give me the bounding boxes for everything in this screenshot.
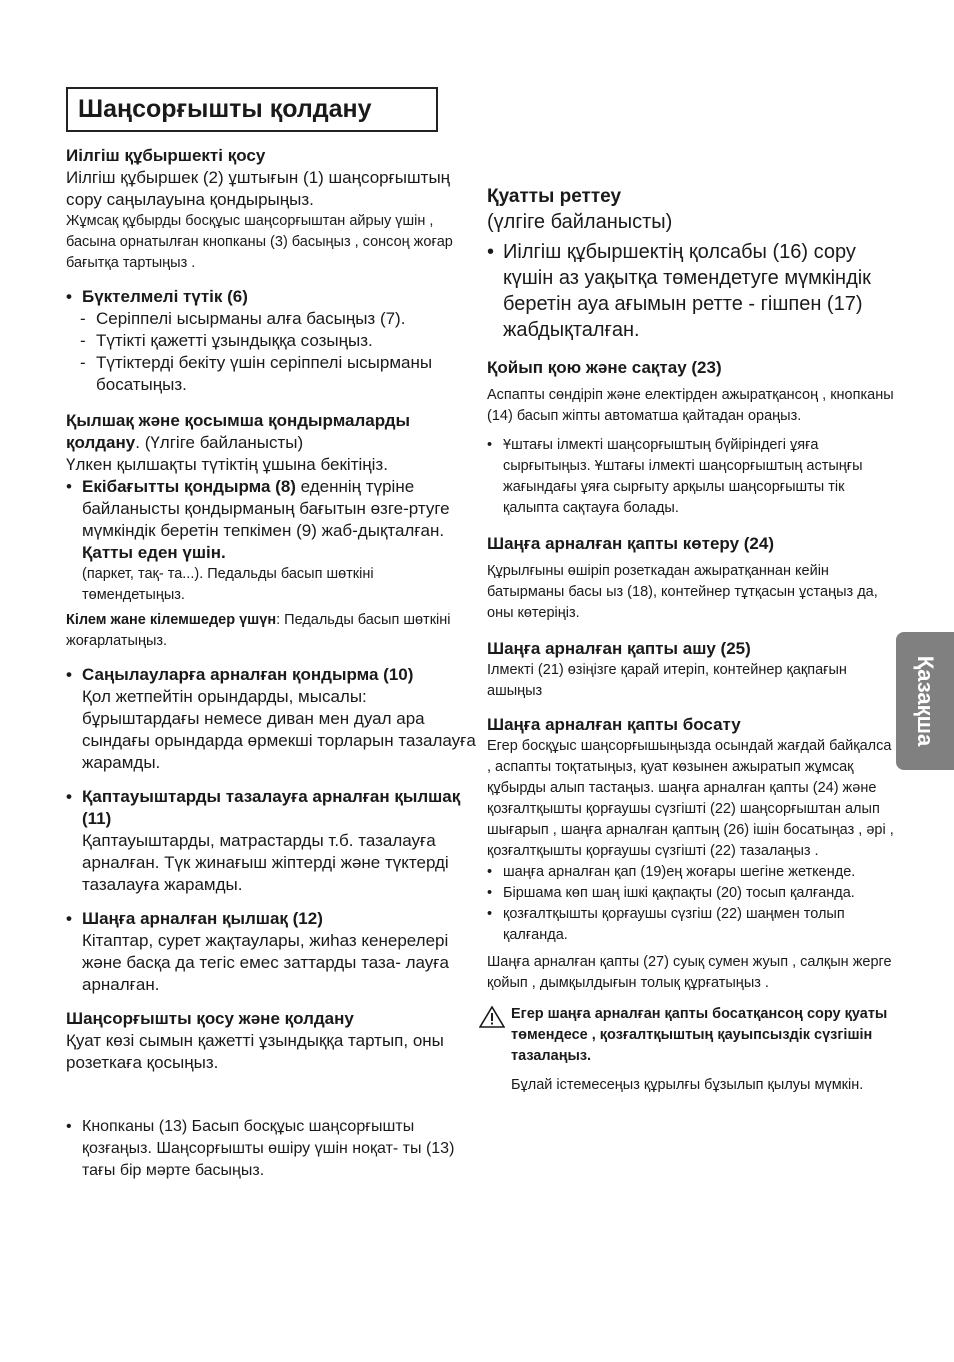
paragraph: Аспапты сөндіріп және електірден ажыратқансоң , кнопканы (14) басып жіпты автоматша қайтадан ораңыз. — [487, 387, 894, 424]
section-hose-connect — [66, 145, 476, 274]
section-heading: • Қаптауыштарды тазалауға арналған қылшақ (11) — [66, 786, 476, 830]
item-heading: Екібағытты қондырма (8) — [82, 477, 296, 496]
item-bold: Қатты еден үшін. — [82, 543, 226, 562]
paragraph: Кітаптар, сурет жақтаулары, жиһаз кенерелері және басқа да тегіс емес заттарды таза- лауға арналған. — [82, 931, 449, 994]
section-heading: • Саңылауларға арналған қондырма (10) — [66, 664, 476, 686]
item-text: еденнің түріне байланысты қондырманың бағытын өзге-ртуге мүмкіндік беретін тепкімен (9) жаб-дықталған. — [82, 477, 450, 540]
left-column — [66, 145, 476, 1182]
paragraph: Қуат көзі сымын қажетті ұзындыққа тартып, оны розеткаға қосыңыз. — [66, 1031, 444, 1072]
section-heading: Шаңға арналған қапты босату — [487, 715, 741, 734]
paragraph: Қаптауыштарды, матрастарды т.б. тазалауға арналған. Түк жинағыш жіптерді және түктерді тазалауға жарамды. — [82, 831, 449, 894]
language-tab-label: Қазақша — [913, 655, 938, 747]
list-item: • Кнопканы (13) Басып босқұыс шаңсорғышты қозғаңыз. Шаңсорғышты өшіру үшін ноқат- ты (13) тағы бір мәрте басыңыз. — [66, 1116, 476, 1182]
section-heading: Шаңға арналған қапты көтеру (24) — [487, 534, 774, 553]
section-storage — [487, 357, 897, 519]
item-text: : Педальды басып шөткіні жоғарлатыңыз. — [66, 612, 451, 649]
section-upholstery-brush — [66, 786, 476, 896]
language-tab — [896, 632, 954, 770]
section-empty-bag — [487, 714, 897, 994]
section-heading: Шаңға арналған қапты ашу (25) — [487, 639, 751, 658]
section-subheading: (үлгіге байланысты) — [487, 211, 673, 233]
paragraph: Шаңға арналған қапты (27) суық сумен жуып , салқын жерге қойып , дымқылдығын толық құрғатыңыз . — [487, 954, 892, 991]
section-dust-brush — [66, 908, 476, 996]
paragraph: Бұлай істемесеңыз құрылғы бұзылып қылуы мүмкін. — [511, 1077, 864, 1093]
list-item: • Иілгіш құбыршектің қолсабы (16) сору күшін аз уақытқа төмендетуге мүмкіндік беретін ауа ағымын ретте - гішпен (17) жабдықталған. — [487, 239, 897, 343]
list-item — [66, 476, 476, 564]
list-item: - Серіппелі ысырманы алға басыңыз (7). — [66, 308, 476, 330]
list-item: • Ұштағы ілмекті шаңсорғыштың бүйіріндегі ұяға сырғытыңыз. Ұштағы ілмекті шаңсорғыштың астыңғы жағындағы ұяға сырғыту арқылы шаңсорғышты тік қалыпта сақтауға болады. — [487, 435, 897, 519]
section-telescopic-tube — [66, 286, 476, 396]
paragraph: Иілгіш құбыршек (2) ұштығын (1) шаңсорғыштың сору саңылауына қондырыңыз. — [66, 168, 451, 209]
list-item: - Түтіктерді бекіту үшін серіппелі ысырманы босатыңыз. — [66, 352, 476, 396]
section-heading: Қойып қою және сақтау (23) — [487, 358, 722, 377]
page-title: Шаңсорғышты қолдану — [66, 87, 438, 132]
paragraph: Құрылғыны өшіріп розеткадан ажыратқаннан кейін батырманы басы ыз (18), контейнер тұтқасын ұстаңыз да, оны көтеріңіз. — [487, 563, 878, 621]
section-heading: Шаңсорғышты қосу және қолдану — [66, 1009, 354, 1028]
warning-text: Егер шаңға арналған қапты босатқансоң сору қуаты төмендесе , қозғалтқыштың қауыпсыздік сүзгішін тазалаңыз. — [511, 1006, 888, 1064]
paragraph — [66, 610, 476, 652]
section-heading: Иілгіш құбыршекті қосу — [66, 146, 266, 165]
paragraph: Егер босқұыс шаңсорғышыңызда осындай жағдай байқалса , аспапты тоқтатыңыз, қуат көзынен ажыратып жұмсақ құбырды алып тастаңыз. шаңға арналған қапты (24) және қозғалтқышты қорғаушы сүзгішті (22) шаңсорғыштан алып шығарып , шаңға арналған қаптың (26) ішін босатыңаз , әрі , қозғалтқышты қорғаушы сүзгішті (22) тазалаңыз . — [487, 738, 894, 859]
section-power-button — [66, 1116, 476, 1182]
section-open-bag — [487, 638, 897, 702]
paragraph: Ілмекті (21) өзіңізге қарай итеріп, контейнер қақпағын ашыңыз — [487, 662, 847, 699]
heading-note: . (Үлгіге байланысты) — [135, 433, 304, 452]
warning-icon — [479, 1006, 505, 1028]
warning-note — [487, 1004, 897, 1096]
list-item: • шаңға арналған қап (19)ең жоғары шегіне жеткенде. — [487, 862, 897, 883]
item-heading: Кілем жане кілемшедер үшүн — [66, 612, 277, 628]
section-heading: • Шаңға арналған қылшақ (12) — [66, 908, 476, 930]
paragraph: (паркет, тақ- та...). Педальды басып шөткіні төмендетыңыз. — [82, 566, 374, 603]
paragraph: Үлкен қылшақты түтіктің ұшына бекітіңіз. — [66, 455, 388, 474]
list-item: • Біршама көп шаң ішкі қақпақты (20) тосып қалғанда. — [487, 883, 897, 904]
section-brushes — [66, 410, 476, 652]
paragraph: Жұмсақ құбырды босқұыс шаңсорғыштан айрыу үшін , басына орнатылған кнопканы (3) басыңыз , сонсоң жоғар бағытқа тартыңыз . — [66, 213, 453, 271]
section-lift-bag — [487, 533, 897, 624]
section-heading: Қылшақ және қосымша қондырмаларды қолдану — [66, 411, 411, 452]
section-heading: • Бүктелмелі түтік (6) — [66, 286, 476, 308]
section-heading: Қуатты реттеу — [487, 186, 622, 207]
list-item: - Түтікті қажетті ұзындыққа созыңыз. — [66, 330, 476, 352]
right-column — [487, 185, 897, 1096]
list-item: • қозғалтқышты қорғаушы сүзгіш (22) шаңмен толып қалғанда. — [487, 904, 897, 946]
section-heading-line — [66, 410, 476, 454]
section-power-control — [487, 185, 897, 343]
paragraph: Қол жетпейтін орындарды, мысалы: бұрыштардағы немесе диван мен дуал ара сындағы орындарда өрмекші торларын тазалауға жарамды. — [82, 687, 476, 772]
section-switch-on — [66, 1008, 476, 1074]
section-crevice-tool — [66, 664, 476, 774]
